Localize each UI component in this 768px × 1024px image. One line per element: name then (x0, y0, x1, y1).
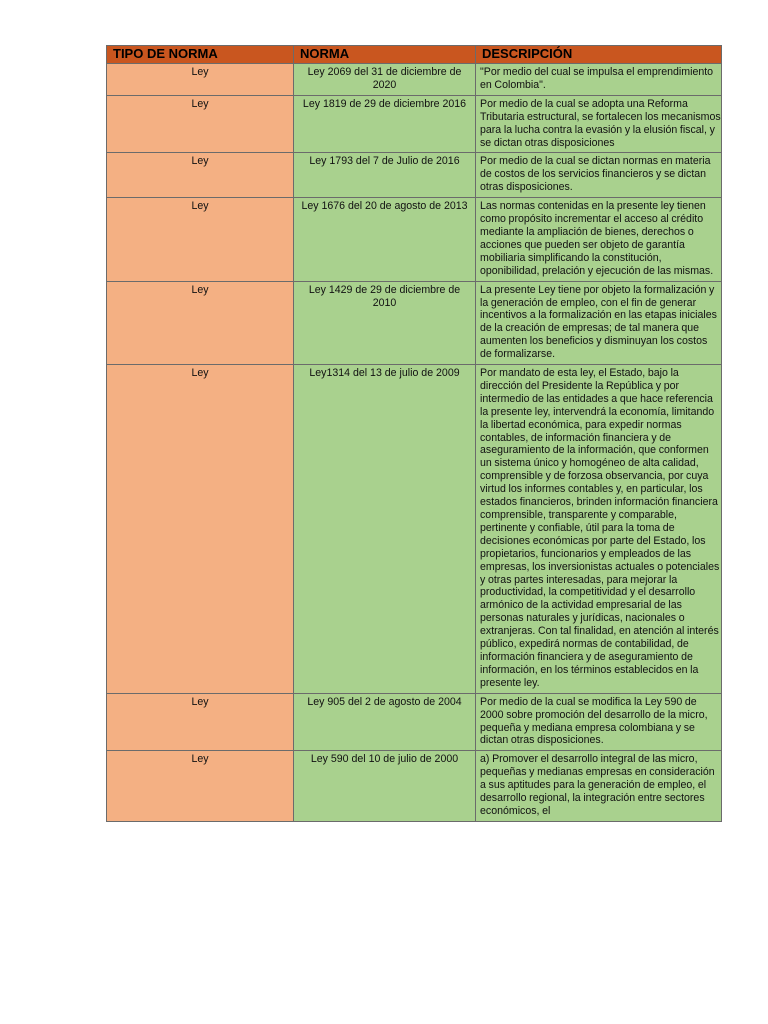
norma-cell: Ley 1819 de 29 de diciembre 2016 (294, 95, 476, 153)
norma-cell: Ley 1793 del 7 de Julio de 2016 (294, 153, 476, 198)
table-row (107, 365, 722, 694)
descripcion-cell: La presente Ley tiene por objeto la formalización y la generación de empleo, con el fin de generar incentivos a la formalización en las etapas iniciales de la creación de empresas; de tal manera que aumenten los beneficios y disminuyan los costos de formalizarse. (476, 281, 722, 364)
laws-table (106, 45, 722, 822)
table-row (107, 693, 722, 751)
tipo-cell: Ley (107, 64, 294, 96)
descripcion-cell: a) Promover el desarrollo integral de las micro, pequeñas y medianas empresas en consideración a sus aptitudes para la generación de empleo, el desarrollo regional, la integración entre sectores económicos, el (476, 751, 722, 822)
table-row (107, 751, 722, 822)
tipo-cell: Ley (107, 95, 294, 153)
norma-cell: Ley 905 del 2 de agosto de 2004 (294, 693, 476, 751)
tipo-cell: Ley (107, 281, 294, 364)
table-header-row (107, 46, 722, 64)
tipo-cell: Ley (107, 198, 294, 281)
tipo-cell: Ley (107, 365, 294, 694)
norma-cell: Ley 1429 de 29 de diciembre de 2010 (294, 281, 476, 364)
descripcion-cell: Por medio de la cual se modifica la Ley 590 de 2000 sobre promoción del desarrollo de la micro, pequeña y mediana empresa colombiana y se dictan otras disposiciones. (476, 693, 722, 751)
descripcion-cell: Por mandato de esta ley, el Estado, bajo la dirección del Presidente la República y por intermedio de las entidades a que hace referencia la presente ley, intervendrá la economía, limitando la libertad económica, para expedir normas contables, de información financiera y de aseguramiento de la información, que conformen un sistema único y homogéneo de alta calidad, comprensible y de forzosa observancia, por cuya virtud los informes contables y, en particular, los estados financieros, brinden información financiera comprensible, transparente y comparable, pertinente y confiable, útil para la toma de decisiones económicas por parte del Estado, los propietarios, funcionarios y empleados de las empresas, los inversionistas actuales o potenciales y otras partes interesadas, para mejorar la productividad, la competitividad y el desarrollo armónico de la actividad empresarial de las personas naturales y jurídicas, nacionales o extranjeras. Con tal finalidad, en atención al interés público, expedirá normas de contabilidad, de información financiera y de aseguramiento de información, en los términos establecidos en la presente ley. (476, 365, 722, 694)
table-row (107, 198, 722, 281)
header-tipo-de-norma: TIPO DE NORMA (107, 46, 294, 64)
descripcion-cell: Por medio de la cual se adopta una Reforma Tributaria estructural, se fortalecen los mecanismos para la lucha contra la evasión y la elusión fiscal, y se dictan otras disposiciones (476, 95, 722, 153)
header-norma: NORMA (294, 46, 476, 64)
tipo-cell: Ley (107, 693, 294, 751)
table-row (107, 64, 722, 96)
descripcion-cell: Las normas contenidas en la presente ley tienen como propósito incrementar el acceso al crédito mediante la ampliación de bienes, derechos o acciones que pueden ser objeto de garantía mobiliaria simplificando la constitución, oponibilidad, prelación y ejecución de las mismas. (476, 198, 722, 281)
table-row (107, 281, 722, 364)
norma-cell: Ley1314 del 13 de julio de 2009 (294, 365, 476, 694)
header-descripcion: DESCRIPCIÓN (476, 46, 722, 64)
norma-cell: Ley 2069 del 31 de diciembre de 2020 (294, 64, 476, 96)
descripcion-cell: Por medio de la cual se dictan normas en materia de costos de los servicios financieros y se dictan otras disposiciones. (476, 153, 722, 198)
tipo-cell: Ley (107, 751, 294, 822)
descripcion-cell: "Por medio del cual se impulsa el emprendimiento en Colombia". (476, 64, 722, 96)
norma-cell: Ley 590 del 10 de julio de 2000 (294, 751, 476, 822)
table-row (107, 95, 722, 153)
norma-cell: Ley 1676 del 20 de agosto de 2013 (294, 198, 476, 281)
tipo-cell: Ley (107, 153, 294, 198)
table-row (107, 153, 722, 198)
